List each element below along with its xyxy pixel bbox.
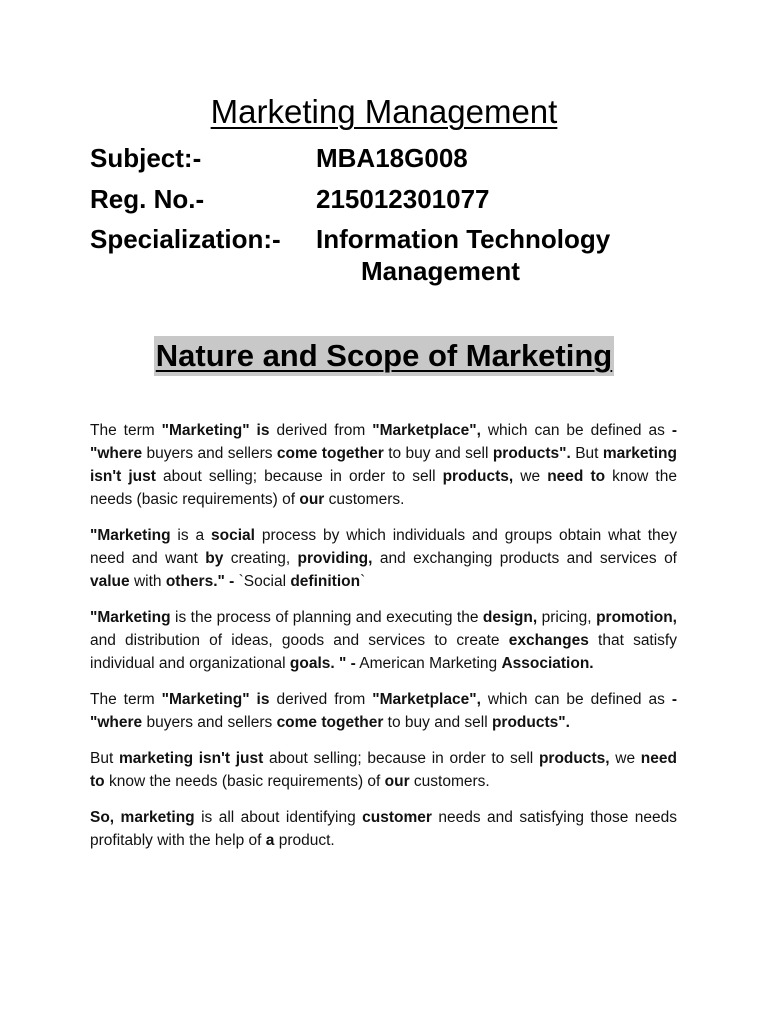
meta-value-subject: MBA18G008 — [316, 143, 468, 173]
text-run: process by which individuals and groups obtain what they need and want — [90, 527, 677, 567]
bold-run: "Marketing — [90, 527, 171, 544]
meta-value-specialization-line2: Management — [361, 256, 520, 286]
text-run: product. — [274, 832, 335, 849]
bold-run: need to — [90, 750, 677, 790]
text-run: about selling; because in order to sell — [263, 750, 539, 767]
bold-run: - "where — [90, 422, 677, 462]
bold-run: "Marketplace", — [372, 422, 481, 439]
bold-run: "Marketplace", — [372, 691, 481, 708]
text-run: with — [129, 573, 166, 590]
paragraph — [90, 524, 677, 593]
text-run: buyers and sellers — [142, 445, 277, 462]
bold-run: social — [211, 527, 255, 544]
text-run: about selling; because in order to sell — [155, 468, 443, 485]
paragraph — [90, 419, 677, 511]
bold-run: products, — [538, 750, 610, 767]
bold-run: "Marketing" is — [161, 422, 270, 439]
bold-run: "Marketing" is — [161, 691, 270, 708]
bold-run: come together — [276, 445, 384, 462]
text-run: derived from — [269, 422, 373, 439]
bold-run: need to — [547, 468, 606, 485]
bold-run: definition — [290, 573, 361, 590]
paragraph — [90, 688, 677, 734]
meta-value-specialization-line1: Information Technology — [316, 224, 611, 254]
bold-run: our — [299, 491, 325, 508]
bold-run: So, marketing — [90, 809, 195, 826]
text-run: ` — [360, 573, 366, 590]
text-run: The term — [90, 691, 162, 708]
text-run: But — [90, 750, 119, 767]
meta-label-specialization: Specialization:- — [90, 224, 281, 254]
bold-run: products". — [491, 714, 570, 731]
meta-label-reg-no: Reg. No.- — [90, 184, 205, 214]
text-run: The term — [90, 422, 162, 439]
text-run: `Social — [234, 573, 291, 590]
bold-run: customer — [362, 809, 432, 826]
meta-value-specialization — [316, 223, 656, 287]
text-run: derived from — [269, 691, 373, 708]
paragraph — [90, 806, 677, 852]
text-run: to buy and sell — [383, 714, 492, 731]
bold-run: - "where — [90, 691, 677, 731]
bold-run: promotion, — [596, 609, 677, 626]
bold-run: a — [265, 832, 275, 849]
bold-run: products". — [492, 445, 571, 462]
bold-run: marketing isn't just — [118, 750, 264, 767]
section-heading-container — [0, 336, 768, 376]
text-run: know the needs (basic requirements) of — [104, 773, 385, 790]
text-run: we — [609, 750, 641, 767]
text-run: and distribution of ideas, goods and services to create — [90, 632, 509, 649]
text-run: But — [570, 445, 603, 462]
text-run: to buy and sell — [383, 445, 493, 462]
paragraph — [90, 606, 677, 675]
bold-run: value — [90, 573, 130, 590]
text-run: is a — [170, 527, 211, 544]
bold-run: providing, — [297, 550, 373, 567]
text-run: is all about identifying — [194, 809, 363, 826]
bold-run: design, — [482, 609, 538, 626]
bold-run: products, — [442, 468, 514, 485]
document-title: Marketing Management — [210, 93, 558, 130]
text-run: which can be defined as — [480, 691, 672, 708]
meta-value-reg-no: 215012301077 — [316, 184, 490, 214]
text-run: pricing, — [537, 609, 597, 626]
bold-run: come together — [276, 714, 384, 731]
bold-run: others." - — [165, 573, 235, 590]
text-run: is the process of planning and executing the — [170, 609, 483, 626]
bold-run: exchanges — [508, 632, 589, 649]
text-run: we — [513, 468, 548, 485]
text-run: and exchanging products and services of — [372, 550, 677, 567]
bold-run: goals. " - — [289, 655, 356, 672]
text-run: which can be defined as — [480, 422, 672, 439]
text-run: creating, — [223, 550, 298, 567]
text-run: that satisfy individual and organizational — [90, 632, 677, 672]
text-run: know the needs (basic requirements) of — [90, 468, 677, 508]
body-text — [90, 419, 677, 865]
meta-label-subject: Subject:- — [90, 143, 202, 173]
text-run: buyers and sellers — [142, 714, 277, 731]
bold-run: "Marketing — [90, 609, 171, 626]
text-run: customers. — [409, 773, 490, 790]
bold-run: Association. — [501, 655, 594, 672]
bold-run: marketing isn't just — [90, 445, 677, 485]
text-run: customers. — [324, 491, 405, 508]
section-heading: Nature and Scope of Marketing — [154, 336, 614, 376]
text-run: American Marketing — [355, 655, 502, 672]
bold-run: by — [205, 550, 224, 567]
text-run: needs and satisfying those needs profitably with the help of — [90, 809, 677, 849]
paragraph — [90, 747, 677, 793]
bold-run: our — [384, 773, 410, 790]
